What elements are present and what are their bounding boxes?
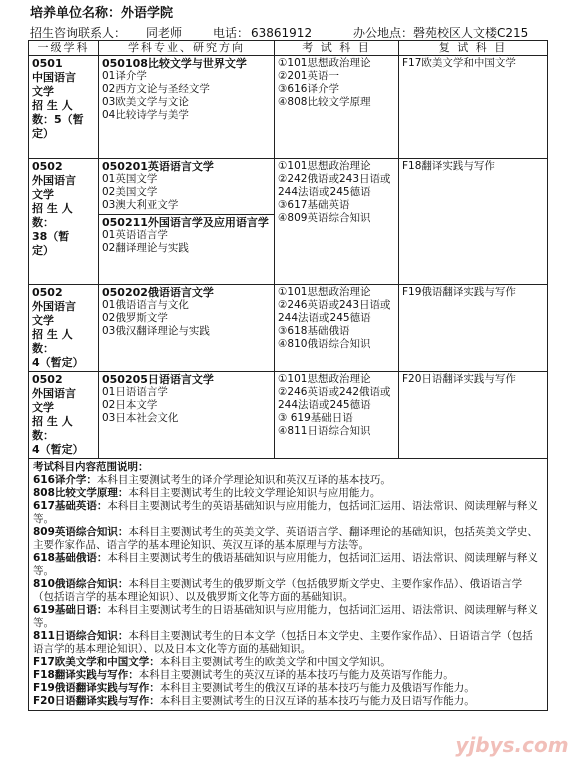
retest-subject-cell (399, 159, 548, 285)
discipline-line: 38（暂 (32, 230, 70, 243)
exam-subject: ②201英语一 (278, 70, 339, 82)
exam-scope-notes (29, 459, 548, 711)
watermark-text: yjbys.com (455, 733, 569, 757)
exam-subjects-cell (275, 159, 399, 285)
note-text: 本科目主要测试考生的英语基础知识与应用能力，包括词汇运用、语法常识、阅读理解与释义等。 (33, 500, 538, 525)
retest-subject-cell (399, 285, 548, 372)
discipline-line: 定） (32, 244, 54, 257)
major-block (102, 373, 271, 425)
exam-subject: ①101思想政治理论 (278, 160, 371, 172)
discipline-line: 定） (32, 127, 54, 140)
discipline-line: 文学 (32, 314, 54, 327)
major-cell (99, 56, 275, 159)
discipline-line: 数： (32, 216, 54, 229)
exam-subject: ①101思想政治理论 (278, 373, 371, 385)
note-text: 本科目主要测试考生的比较文学理论知识与应用能力。 (128, 487, 381, 499)
research-direction: 03欧美文学与文论 (102, 96, 189, 108)
discipline-cell (29, 56, 99, 159)
table-row (29, 56, 548, 159)
note-subject: F17欧美文学和中国文学： (33, 656, 160, 668)
phone-number: 63861912 (251, 26, 313, 40)
research-direction: 03日本社会文化 (102, 412, 179, 424)
note-subject: 808比较文学原理： (33, 487, 129, 499)
discipline-line: 文学 (32, 85, 54, 98)
exam-subject: ③617基础英语 (278, 199, 350, 211)
major-title: 050108比较文学与世界文学 (102, 57, 247, 70)
program-table (28, 40, 548, 711)
note-item (33, 604, 543, 630)
research-direction: 03俄汉翻译理论与实践 (102, 325, 210, 337)
exam-subject: ④811日语综合知识 (278, 425, 371, 437)
watermark-logo (452, 720, 572, 768)
research-direction: 02西方文论与圣经文学 (102, 83, 210, 95)
exam-subject: ①101思想政治理论 (278, 286, 371, 298)
discipline-line: 数： (32, 429, 54, 442)
note-item (33, 487, 543, 500)
note-text: 本科目主要测试考生的俄罗斯文学（包括俄罗斯文学史、主要作家作品）、俄语语言学（包括语言学的基本理论知识）、以及俄罗斯文化等方面的基础知识。 (33, 578, 523, 603)
note-item (33, 474, 543, 487)
exam-subject: ②246英语或243日语或244法语或245德语 (278, 299, 391, 324)
discipline-line: 外国语言 (32, 387, 76, 400)
major-block (102, 57, 271, 122)
major-title: 050202俄语语言文学 (102, 286, 214, 299)
discipline-line: 0502 (32, 373, 63, 386)
table-row (29, 372, 548, 459)
discipline-line: 招 生 人 (32, 415, 73, 428)
retest-subject-cell (399, 372, 548, 459)
exam-subject: ①101思想政治理论 (278, 57, 371, 69)
note-item (33, 682, 543, 695)
note-item (33, 630, 543, 656)
retest-subject-cell (399, 56, 548, 159)
discipline-cell (29, 285, 99, 372)
discipline-line: 0502 (32, 160, 63, 173)
discipline-line: 数：5（暂 (32, 113, 84, 126)
exam-subject: ②246英语或242俄语或244法语或245德语 (278, 386, 391, 411)
research-direction: 02美国文学 (102, 186, 158, 198)
page-title: 培养单位名称：外语学院 (30, 6, 174, 21)
exam-subject: ③616译介学 (278, 83, 339, 95)
discipline-line: 0501 (32, 57, 63, 70)
discipline-line: 招 生 人 (32, 328, 73, 341)
research-direction: 04比较诗学与美学 (102, 109, 189, 121)
note-subject: 809英语综合知识： (33, 526, 129, 538)
discipline-line: 4（暂定） (32, 356, 84, 369)
major-cell (99, 372, 275, 459)
exam-subjects-cell (275, 285, 399, 372)
note-item (33, 578, 543, 604)
exam-subject: ③ 619基础日语 (278, 412, 353, 424)
major-block (102, 160, 271, 212)
table-row (29, 285, 548, 372)
note-subject: 811日语综合知识： (33, 630, 129, 642)
discipline-line: 文学 (32, 401, 54, 414)
exam-subjects-cell (275, 372, 399, 459)
note-item (33, 526, 543, 552)
column-header: 一级学科 (29, 41, 99, 56)
discipline-line: 外国语言 (32, 300, 76, 313)
column-header: 复 试 科 目 (399, 41, 548, 56)
note-subject: 617基础英语： (33, 500, 108, 512)
table-row (29, 159, 548, 285)
exam-subject: ③618基础俄语 (278, 325, 350, 337)
research-direction: 02日本文学 (102, 399, 158, 411)
discipline-line: 招 生 人 (32, 99, 73, 112)
note-text: 本科目主要测试考生的俄语基础知识与应用能力，包括词汇运用、语法常识、阅读理解与释义等。 (33, 552, 538, 577)
major-title: 050201英语语言文学 (102, 160, 214, 173)
retest-subject: F18翻译实践与写作 (402, 160, 495, 172)
major-cell (99, 159, 275, 285)
major-title: 050211外国语言学及应用语言学 (102, 216, 269, 229)
column-header: 学科专业、研究方向 (99, 41, 275, 56)
major-block (99, 214, 274, 255)
discipline-line: 文学 (32, 188, 54, 201)
major-title: 050205日语语言文学 (102, 373, 214, 386)
retest-subject: F17欧美文学和中国文学 (402, 57, 516, 69)
exam-subject: ④810俄语综合知识 (278, 338, 371, 350)
discipline-line: 中国语言 (32, 71, 76, 84)
note-subject: 618基础俄语： (33, 552, 108, 564)
notes-heading: 考试科目内容范围说明： (33, 461, 149, 473)
discipline-line: 0502 (32, 286, 63, 299)
research-direction: 01译介学 (102, 70, 147, 82)
discipline-cell (29, 372, 99, 459)
exam-subject: ④809英语综合知识 (278, 212, 371, 224)
note-text: 本科目主要测试考生的日本文学（包括日本文学史、主要作家作品）、日语语言学（包括语言学的基本理论知识）、以及日本文化等方面的基础知识。 (33, 630, 533, 655)
exam-subjects-cell (275, 56, 399, 159)
major-block (102, 286, 271, 338)
note-item (33, 656, 543, 669)
note-subject: 810俄语综合知识： (33, 578, 129, 590)
note-subject: 616译介学： (33, 474, 97, 486)
office-location: 磬苑校区人文楼C215 (413, 26, 529, 40)
contact-label: 招生咨询联系人： (30, 26, 127, 40)
table-header-row (29, 41, 548, 56)
note-text: 本科目主要测试考生的日语基础知识与应用能力，包括词汇运用、语法常识、阅读理解与释义等。 (33, 604, 538, 629)
research-direction: 03澳大利亚文学 (102, 199, 179, 211)
note-text: 本科目主要测试考生的日汉互译的基本技巧与能力及日语写作能力。 (159, 695, 475, 707)
office-label: 办公地点： (353, 26, 414, 40)
research-direction: 01俄语语言与文化 (102, 299, 189, 311)
discipline-line: 数： (32, 342, 54, 355)
exam-subject: ②242俄语或243日语或244法语或245德语 (278, 173, 391, 198)
discipline-cell (29, 159, 99, 285)
note-subject: 619基础日语： (33, 604, 108, 616)
note-text: 本科目主要测试考生的译介学理论知识和英汉互译的基本技巧。 (96, 474, 391, 486)
research-direction: 01日语语言学 (102, 386, 168, 398)
discipline-line: 4（暂定） (32, 443, 84, 456)
exam-subject: ④808比较文学原理 (278, 96, 371, 108)
major-cell (99, 285, 275, 372)
discipline-line: 招 生 人 (32, 202, 73, 215)
note-text: 本科目主要测试考生的欧美文学和中国文学知识。 (159, 656, 391, 668)
phone-label: 电话： (213, 26, 250, 40)
note-item (33, 695, 543, 708)
note-text: 本科目主要测试考生的英美文学、英语语言学、翻译理论的基础知识，包括英美文学史、主要作家作品、语言学的基本理论知识、英汉互译的基本原理与方法等。 (33, 526, 538, 551)
retest-subject: F19俄语翻译实践与写作 (402, 286, 516, 298)
note-text: 本科目主要测试考生的英汉互译的基本技巧与能力及英语写作能力。 (138, 669, 454, 681)
research-direction: 01英国文学 (102, 173, 158, 185)
note-item (33, 500, 543, 526)
note-subject: F18翻译实践与写作： (33, 669, 139, 681)
discipline-line: 外国语言 (32, 174, 76, 187)
contact-name: 同老师 (146, 26, 183, 40)
retest-subject: F20日语翻译实践与写作 (402, 373, 516, 385)
note-item (33, 552, 543, 578)
note-subject: F20日语翻译实践与写作： (33, 695, 160, 707)
research-direction: 01英语语言学 (102, 229, 168, 241)
column-header: 考 试 科 目 (275, 41, 399, 56)
research-direction: 02翻译理论与实践 (102, 242, 189, 254)
note-subject: F19俄语翻译实践与写作： (33, 682, 160, 694)
research-direction: 02俄罗斯文学 (102, 312, 168, 324)
note-text: 本科目主要测试考生的俄汉互译的基本技巧与能力及俄语写作能力。 (159, 682, 475, 694)
note-item (33, 669, 543, 682)
